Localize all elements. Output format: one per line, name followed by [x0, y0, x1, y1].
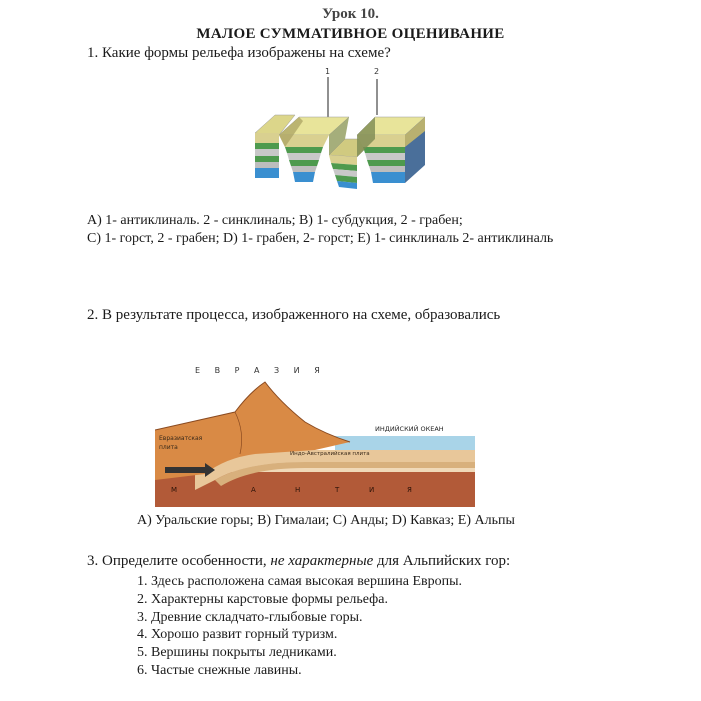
- layers-graben: [329, 155, 357, 189]
- mantle-letter-5: И: [369, 486, 375, 494]
- list-item: 3. Древние складчато-глыбовые горы.: [137, 609, 363, 625]
- mantle-letter-4: Т: [335, 486, 340, 494]
- question-2: 2. В результате процесса, изображенного на схеме, образовались: [87, 307, 501, 323]
- question-3-prefix: 3. Определите особенности,: [87, 553, 271, 569]
- question-3-emphasis: не характерные: [270, 553, 374, 569]
- question-1-options-line-2: C) 1- горст, 2 - грабен; D) 1- грабен, 2- горст; E) 1- синклиналь 2- антиклиналь: [87, 231, 554, 246]
- collision-diagram: [155, 362, 475, 507]
- eurasian-plate-label-1: Евразиатская: [159, 435, 203, 442]
- diagram-label-1: 1: [325, 67, 331, 76]
- question-2-options: A) Уральские горы; B) Гималаи; C) Анды; D) Кавказ; E) Альпы: [137, 513, 515, 528]
- lesson-number: Урок 10.: [322, 6, 379, 22]
- list-item: 6. Частые снежные лавины.: [137, 662, 302, 678]
- list-item: 4. Хорошо развит горный туризм.: [137, 627, 338, 643]
- question-3-suffix: для Альпийских гор:: [373, 553, 511, 569]
- mantle-letter-3: Н: [295, 486, 301, 494]
- list-item: 2. Характерны карстовые формы рельефа.: [137, 591, 388, 607]
- list-item: 5. Вершины покрыты ледниками.: [137, 645, 337, 661]
- mantle-letter-1: М: [171, 486, 178, 494]
- ocean-label: ИНДИЙСКИЙ ОКЕАН: [375, 425, 444, 433]
- eurasian-plate-label-2: плита: [159, 444, 178, 451]
- mantle-letter-6: Я: [407, 486, 412, 494]
- mantle-letter-2: А: [251, 486, 256, 494]
- continent-label: Е В Р А З И Я: [195, 366, 326, 375]
- question-1-options-line-1: A) 1- антиклиналь. 2 - синклиналь; B) 1- субдукция, 2 - грабен;: [87, 213, 463, 228]
- horst-graben-diagram: [245, 65, 445, 200]
- indo-australian-plate-label: Индо-Австралийская плита: [290, 451, 370, 457]
- question-3: [87, 553, 510, 570]
- page-title: МАЛОЕ СУММАТИВНОЕ ОЦЕНИВАНИЕ: [196, 26, 505, 42]
- diagram-label-2: 2: [374, 67, 380, 76]
- question-3-list: [137, 573, 462, 680]
- question-1: 1. Какие формы рельефа изображены на схеме?: [87, 45, 391, 61]
- layers-left: [255, 133, 279, 178]
- list-item: 1. Здесь расположена самая высокая вершина Европы.: [137, 574, 463, 589]
